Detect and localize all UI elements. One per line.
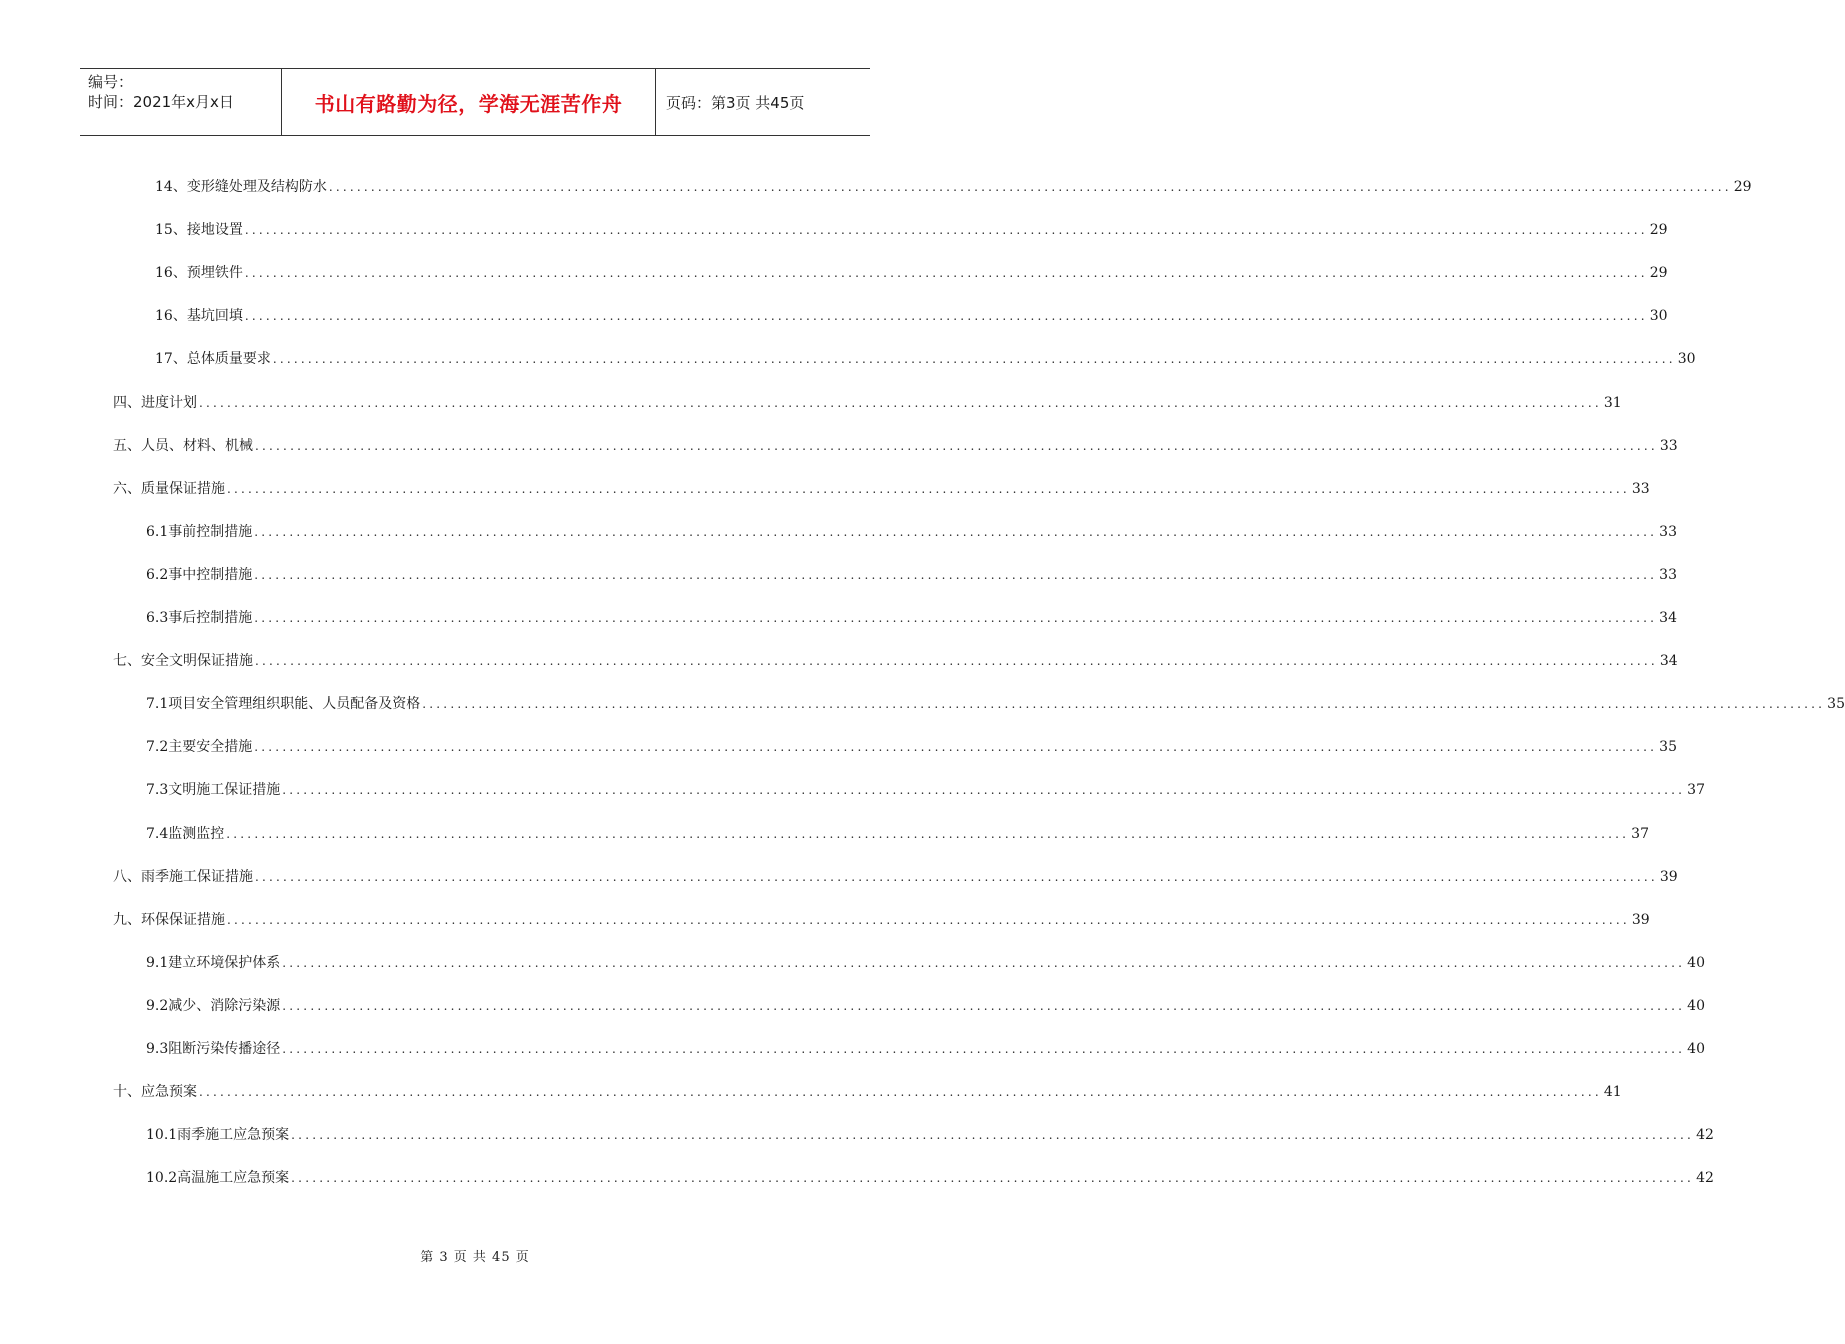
toc-entry-label: 9.1建立环境保护体系 <box>146 954 281 971</box>
toc-entry[interactable] <box>146 517 1677 541</box>
toc-entry-label: 16、基坑回填 <box>155 308 243 325</box>
header-page-info: 页码：第3页 共45页 <box>666 93 805 112</box>
toc-entry-label: 7.1项目安全管理组织职能、人员配备及资格 <box>146 696 421 713</box>
toc-entry-label: 九、环保保证措施 <box>113 911 225 928</box>
toc-entry-label: 十、应急预案 <box>113 1084 197 1101</box>
toc-entry[interactable] <box>113 474 1650 498</box>
toc-dot-leader: ........................................................................................................................................................................................................ <box>291 1171 1695 1186</box>
toc-entry[interactable] <box>146 775 1705 799</box>
toc-entry[interactable] <box>155 301 1668 325</box>
toc-entry-label: 16、预埋铁件 <box>155 265 243 282</box>
toc-entry[interactable] <box>113 862 1678 886</box>
toc-dot-leader: ........................................................................................................................................................................................................ <box>291 1128 1695 1143</box>
toc-entry-page: 33 <box>1631 480 1650 497</box>
toc-entry[interactable] <box>113 905 1650 929</box>
toc-entry[interactable] <box>113 1077 1622 1101</box>
toc-entry-page: 34 <box>1659 653 1678 670</box>
toc-dot-leader: ........................................................................................................................................................................................................ <box>282 783 1686 798</box>
toc-entry-page: 39 <box>1659 868 1678 885</box>
toc-entry[interactable] <box>155 215 1668 239</box>
toc-entry-page: 29 <box>1733 179 1752 195</box>
toc-entry-page: 42 <box>1696 1127 1714 1144</box>
toc-dot-leader: ........................................................................................................................................................................................................ <box>254 740 1658 755</box>
page-footer: 第 3 页 共 45 页 <box>420 1250 530 1265</box>
toc-entry-page: 31 <box>1603 394 1622 411</box>
toc-entry-page: 33 <box>1659 523 1677 540</box>
toc-entry[interactable] <box>155 258 1668 282</box>
toc-dot-leader: ........................................................................................................................................................................................................ <box>244 223 1648 238</box>
toc-entry-label: 六、质量保证措施 <box>113 480 225 497</box>
toc-dot-leader: ........................................................................................................................................................................................................ <box>254 524 1658 539</box>
toc-entry-label: 10.2高温施工应急预案 <box>146 1170 290 1187</box>
toc-entry-page: 37 <box>1631 825 1649 842</box>
toc-entry[interactable] <box>146 560 1677 584</box>
toc-entry[interactable] <box>113 431 1678 455</box>
toc-dot-leader: ........................................................................................................................................................................................................ <box>272 352 1676 367</box>
toc-entry-page: 29 <box>1649 222 1668 239</box>
toc-entry-label: 八、雨季施工保证措施 <box>113 868 253 885</box>
toc-entry-label: 6.2事中控制措施 <box>146 566 253 583</box>
toc-entry-page: 40 <box>1687 997 1705 1014</box>
toc-entry-page: 30 <box>1677 351 1696 368</box>
toc-entry-page: 33 <box>1659 437 1678 454</box>
toc-entry-page: 34 <box>1659 610 1677 626</box>
toc-entry-label: 6.1事前控制措施 <box>146 523 253 540</box>
toc-entry-page: 33 <box>1659 566 1677 583</box>
toc-entry-label: 14、变形缝处理及结构防水 <box>155 179 327 195</box>
toc-entry-page: 29 <box>1649 265 1668 282</box>
toc-entry-label: 四、进度计划 <box>113 394 197 411</box>
toc-entry-page: 30 <box>1649 308 1668 325</box>
toc-entry[interactable] <box>146 991 1705 1015</box>
toc-dot-leader: ........................................................................................................................................................................................................ <box>227 481 1630 496</box>
toc-entry[interactable] <box>113 388 1622 412</box>
toc-dot-leader: ........................................................................................................................................................................................................ <box>282 1042 1686 1056</box>
toc-entry-label: 10.1雨季施工应急预案 <box>146 1127 290 1144</box>
toc-entry[interactable] <box>146 1120 1714 1144</box>
toc-entry[interactable] <box>146 603 1677 627</box>
toc-entry-label: 五、人员、材料、机械 <box>113 437 253 454</box>
toc-dot-leader: ........................................................................................................................................................................................................ <box>328 180 1732 194</box>
toc-entry-label: 9.2减少、消除污染源 <box>146 997 281 1014</box>
toc-dot-leader: ........................................................................................................................................................................................................ <box>254 567 1658 582</box>
toc-entry[interactable] <box>155 344 1696 368</box>
toc-entry-label: 15、接地设置 <box>155 222 243 239</box>
toc-entry[interactable] <box>146 732 1677 756</box>
toc-entry-page: 40 <box>1687 1041 1705 1057</box>
toc-entry[interactable] <box>113 646 1678 670</box>
toc-entry[interactable] <box>146 819 1649 843</box>
header-meta <box>80 69 282 135</box>
toc-dot-leader: ........................................................................................................................................................................................................ <box>282 998 1686 1013</box>
toc-entry-page: 41 <box>1603 1084 1622 1101</box>
toc-entry-label: 6.3事后控制措施 <box>146 610 253 626</box>
header-motto: 书山有路勤为径，学海无涯苦作舟 <box>282 69 656 135</box>
toc-entry-page: 40 <box>1687 954 1705 971</box>
toc-dot-leader: ........................................................................................................................................................................................................ <box>254 611 1658 625</box>
toc-dot-leader: ........................................................................................................................................................................................................ <box>199 1085 1602 1100</box>
toc-dot-leader: ........................................................................................................................................................................................................ <box>255 438 1658 453</box>
toc-dot-leader: ........................................................................................................................................................................................................ <box>199 395 1602 410</box>
toc-dot-leader: ........................................................................................................................................................................................................ <box>422 697 1826 712</box>
toc-dot-leader: ........................................................................................................................................................................................................ <box>255 869 1658 884</box>
toc-entry-page: 42 <box>1696 1170 1714 1187</box>
toc-dot-leader: ........................................................................................................................................................................................................ <box>282 955 1686 970</box>
toc-entry[interactable] <box>146 1034 1705 1058</box>
toc-dot-leader: ........................................................................................................................................................................................................ <box>244 266 1648 281</box>
toc-entry-label: 17、总体质量要求 <box>155 351 271 368</box>
toc-entry-label: 9.3阻断污染传播途径 <box>146 1041 281 1057</box>
toc-dot-leader: ........................................................................................................................................................................................................ <box>244 309 1648 324</box>
toc-entry[interactable] <box>146 948 1705 972</box>
toc-entry[interactable] <box>146 1163 1714 1187</box>
toc-entry-page: 35 <box>1827 696 1845 713</box>
toc-entry-page: 35 <box>1659 739 1677 756</box>
toc-dot-leader: ........................................................................................................................................................................................................ <box>226 826 1630 841</box>
document-time-label: 时间：2021年x月x日 <box>88 93 234 111</box>
document-number-label: 编号： <box>88 73 134 91</box>
page-header <box>80 68 870 136</box>
toc-dot-leader: ........................................................................................................................................................................................................ <box>255 654 1658 669</box>
toc-entry[interactable] <box>155 172 1752 196</box>
toc-entry-label: 7.2主要安全措施 <box>146 739 253 756</box>
toc-entry[interactable] <box>146 689 1845 713</box>
toc-entry-page: 39 <box>1631 911 1650 928</box>
toc-entry-label: 七、安全文明保证措施 <box>113 653 253 670</box>
toc-dot-leader: ........................................................................................................................................................................................................ <box>227 912 1630 927</box>
toc-entry-label: 7.3文明施工保证措施 <box>146 782 281 799</box>
toc-entry-page: 37 <box>1687 782 1705 799</box>
toc-entry-label: 7.4监测监控 <box>146 825 225 842</box>
